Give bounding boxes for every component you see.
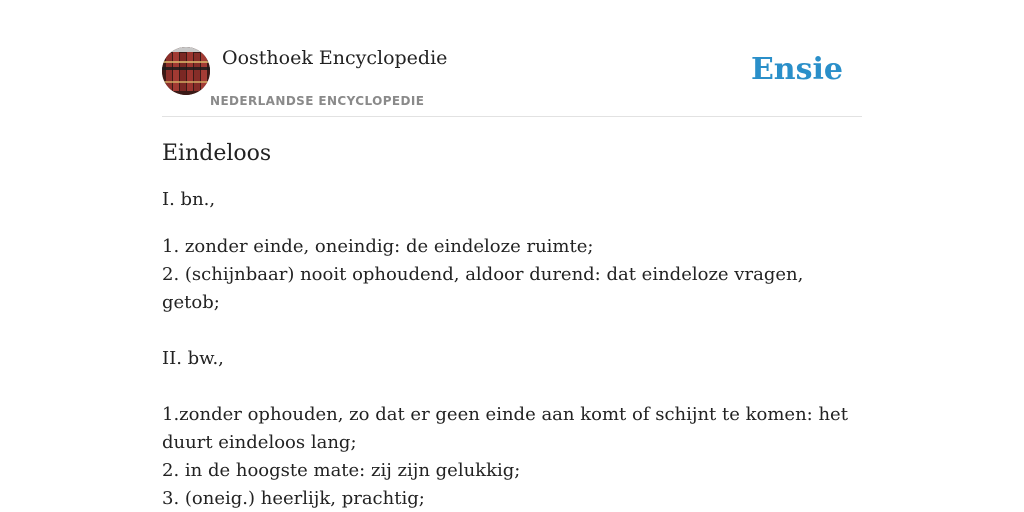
definition-item: 1. zonder einde, oneindig: de eindeloze ruimte; <box>162 236 594 257</box>
entry-content <box>162 136 862 512</box>
site-header <box>162 46 862 117</box>
site-name-link[interactable]: Oosthoek Encyclopedie <box>222 47 448 69</box>
section-label: I. bn., <box>162 189 216 210</box>
section-label: II. bw., <box>162 348 224 369</box>
definition-item: 1.zonder ophouden, zo dat er geen einde aan komt of schijnt te komen: het duurt eindeloos lang; <box>162 404 848 453</box>
entry-title: Eindeloos <box>162 141 272 166</box>
definition-list <box>162 233 862 317</box>
site-tagline: NEDERLANDSE ENCYCLOPEDIE <box>210 94 425 108</box>
brand-logo-link[interactable]: Ensie <box>750 52 843 87</box>
encyclopedia-books-icon[interactable] <box>162 47 210 95</box>
definition-item: 2. (schijnbaar) nooit ophoudend, aldoor durend: dat eindeloze vragen, getob; <box>162 264 804 313</box>
definition-list <box>162 401 862 512</box>
definition-item: 2. in de hoogste mate: zij zijn gelukkig; <box>162 460 521 481</box>
definition-item: 3. (oneig.) heerlijk, prachtig; <box>162 488 425 509</box>
